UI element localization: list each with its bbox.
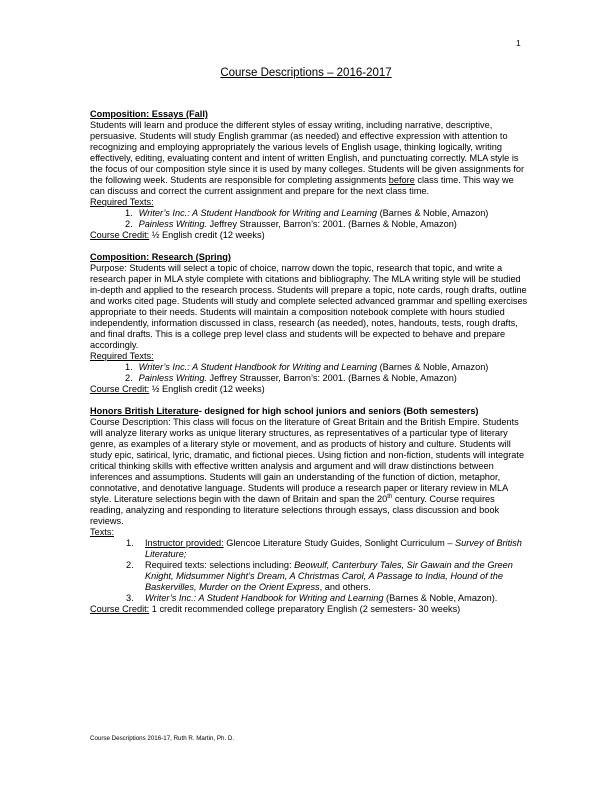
list-item: 1. Writer’s Inc.: A Student Handbook for Writing and Learning (Barnes & Noble, Amazon) xyxy=(125,208,489,218)
section-heading: Honors British Literature- designed for high school juniors and seniors (Both semesters) xyxy=(90,406,479,416)
section-heading: Composition: Essays (Fall) xyxy=(90,109,208,119)
course-credit: Course Credit: ½ English credit (12 weeks) xyxy=(90,230,265,240)
section-heading: Composition: Research (Spring) xyxy=(90,252,231,262)
list-item: 2. Painless Writing. Jeffrey Strausser, Barron’s: 2001. (Barnes & Noble, Amazon) xyxy=(125,373,457,383)
texts-label: Texts: xyxy=(90,527,114,537)
section-composition-research xyxy=(90,252,530,395)
page-number: 1 xyxy=(516,38,521,48)
list-item: 2. Painless Writing. Jeffrey Strausser, Barron’s: 2001. (Barnes & Noble, Amazon) xyxy=(125,219,457,229)
section-description: Purpose: Students will select a topic of choice, narrow down the topic, research that topic, and write a research paper in MLA style complete with citations and bibliography. The MLA writing style will be studied in-depth and applied to the research process. Students will prepare a topic, note cards, rough drafts, outline and works cited page. Students will study and complete selected advanced grammar and spelling exercises appropriate to their needs. Students will maintain a composition notebook complete with hours studied independently, information discussed in class, research (as needed), notes, handouts, tests, rough drafts, and final drafts. This is a college prep level class and students will be expected to behave and prepare accordingly. xyxy=(90,263,528,350)
section-honors-british-literature xyxy=(90,406,530,615)
course-credit: Course Credit: ½ English credit (12 weeks) xyxy=(90,384,265,394)
list-item: 2. Required texts: selections including: Beowulf, Canterbury Tales, Sir Gawain and the Green Knight, Midsummer Night’s Dream, A Christmas Carol, A Passage to India, Hound of the Baskervilles, Murder on the Orient Express, and others. xyxy=(126,560,513,592)
document-body xyxy=(90,109,530,626)
course-credit: Course Credit: 1 credit recommended college preparatory English (2 semesters- 30 weeks) xyxy=(90,604,461,614)
section-description: Course Description: This class will focus on the literature of Great Britain and the British Empire. Students will analyze literary works as unique literary structures, as representatives of a particular type of literary genre, as examples of a literary style or movement, and as products of history and culture. Students will study epic, satirical, lyric, dramatic, and fictional pieces. Using fiction and non-fiction, students will integrate critical thinking skills with effective written analysis and argument and will draw distinctions between inferences and assumptions. Students will gain an understanding of the function of diction, metaphor, connotative, and denotative language. Students will produce a research paper or literary review in MLA style. Literature selections begin with the dawn of Britain and span the 20th century. Course requires reading, analyzing and responding to literature selections through essays, class discussion and book reviews. xyxy=(90,417,525,526)
section-description: Students will learn and produce the different styles of essay writing, including narrative, descriptive, persuasive. Students will study English grammar (as needed) and effective expression with attention to recognizing and employing appropriately the various levels of English usage, thinking logically, writing effectively, editing, evaluating content and intent of written English, and punctuating correctly. MLA style is the focus of our composition style since it is used by many colleges. Students will be given assignments for the following week. Students are responsible for completing assignments before class time. This way we can discuss and correct the current assignment and prepare for the next class time. xyxy=(90,120,525,196)
page-footer: Course Descriptions 2016-17, Ruth R. Martin, Ph. D. xyxy=(90,735,235,742)
texts-label: Required Texts: xyxy=(90,351,154,361)
texts-list xyxy=(90,208,530,230)
texts-list xyxy=(90,362,530,384)
texts-list xyxy=(90,538,530,604)
section-composition-essays xyxy=(90,109,530,241)
list-item: 1. Instructor provided: Glencoe Literature Study Guides, Sonlight Curriculum – Survey of British Literature; xyxy=(126,538,522,559)
list-item: 1. Writer’s Inc.: A Student Handbook for Writing and Learning (Barnes & Noble, Amazon) xyxy=(125,362,489,372)
texts-label: Required Texts: xyxy=(90,197,154,207)
list-item: 3. Writer’s Inc.: A Student Handbook for Writing and Learning (Barnes & Noble, Amazon). xyxy=(126,593,498,603)
page-title: Course Descriptions – 2016-2017 xyxy=(220,67,392,79)
